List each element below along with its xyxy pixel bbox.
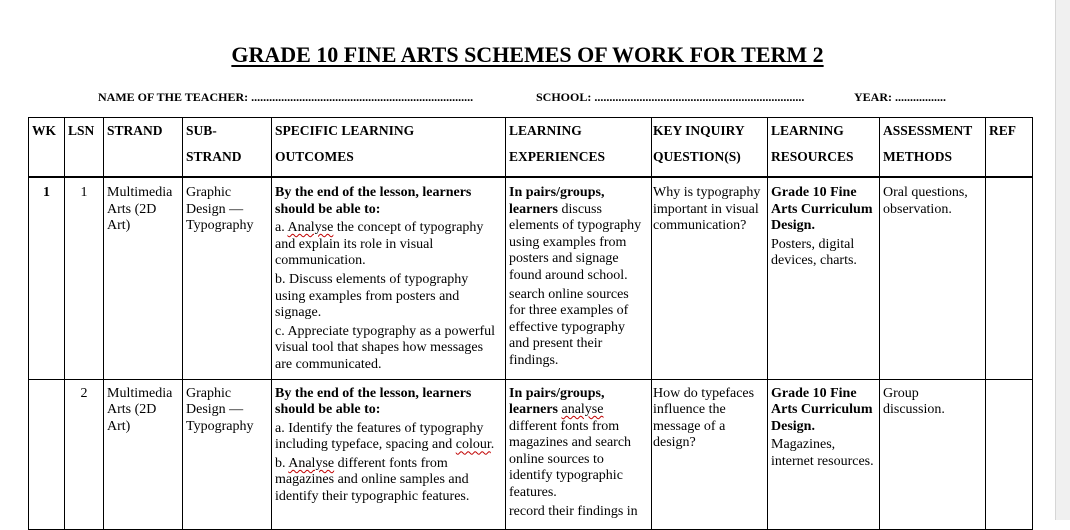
inquiry-cell: How do typefaces influence the message of a design? (652, 379, 768, 529)
ref-cell (986, 177, 1033, 379)
schemes-table (28, 117, 1033, 530)
wk-cell: 1 (29, 177, 65, 379)
outcome-b: b. Discuss elements of typography using examples from posters and signage. (275, 271, 469, 321)
strand-cell: Multimedia Arts (2D Art) (104, 177, 183, 379)
inquiry-cell: Why is typography important in visual communication? (652, 177, 768, 379)
wk-cell (29, 379, 65, 529)
assessment-cell: Group discussion. (880, 379, 986, 529)
teacher-name-field: NAME OF THE TEACHER: .......................................................................... (98, 90, 474, 104)
experiences-cell: In pairs/groups, learners analyse different fonts from magazines and search online sources to identify typographic features. record their findings in (506, 379, 652, 529)
outcome-b: b. Analyse different fonts from magazines and online samples and identify their typographic features. (275, 455, 470, 505)
outcomes-cell: By the end of the lesson, learners should be able to: a. Identify the features of typography including typeface, spacing and colour. b. Analyse different fonts from magazines and online samples and identify their typographic features. (272, 379, 506, 529)
table-row (29, 177, 1033, 379)
sub-strand-cell: Graphic Design — Typography (183, 177, 272, 379)
document-title: GRADE 10 FINE ARTS SCHEMES OF WORK FOR TERM 2 (231, 42, 824, 67)
resources-cell: Grade 10 Fine Arts Curriculum Design. Posters, digital devices, charts. (768, 177, 880, 379)
outcome-a: a. Analyse the concept of typography and explain its role in visual communication. (275, 220, 484, 269)
table-row (29, 379, 1033, 529)
outcome-a: a. Identify the features of typography including typeface, spacing and colour. (275, 420, 495, 453)
header-assessment: ASSESSMENT METHODS (880, 118, 986, 173)
lsn-cell: 1 (65, 177, 104, 379)
table-header-row (29, 118, 1033, 173)
header-experiences: LEARNING EXPERIENCES (506, 118, 652, 173)
header-sub-strand: SUB- STRAND (183, 118, 272, 173)
experiences-cell: In pairs/groups, learners discuss elements of typography using examples from posters and signage found around school. search online sources for three examples of effective typography and present their findings. (506, 177, 652, 379)
outcomes-cell: By the end of the lesson, learners should be able to: a. Analyse the concept of typography and explain its role in visual communication. b. Discuss elements of typography using examples from posters and signage. c. Appreciate typography as a powerful visual tool that shapes how messages are communicated. (272, 177, 506, 379)
header-resources: LEARNING RESOURCES (768, 118, 880, 173)
outcome-c: c. Appreciate typography as a powerful visual tool that shapes how messages are communicated. (275, 323, 496, 372)
header-ref: REF (986, 118, 1033, 173)
vertical-scrollbar[interactable] (1055, 0, 1070, 520)
sub-strand-cell: Graphic Design — Typography (183, 379, 272, 529)
school-field: SCHOOL: ...................................................................... (536, 90, 805, 104)
header-lsn: LSN (65, 118, 104, 173)
lsn-cell: 2 (65, 379, 104, 529)
assessment-cell: Oral questions, observation. (880, 177, 986, 379)
header-strand: STRAND (104, 118, 183, 173)
strand-cell: Multimedia Arts (2D Art) (104, 379, 183, 529)
header-inquiry: KEY INQUIRY QUESTION(S) (652, 118, 768, 173)
year-field: YEAR: ................. (854, 90, 946, 104)
header-outcomes: SPECIFIC LEARNING OUTCOMES (272, 118, 506, 173)
ref-cell (986, 379, 1033, 529)
resources-cell: Grade 10 Fine Arts Curriculum Design. Magazines, internet resources. (768, 379, 880, 529)
header-wk: WK (29, 118, 65, 173)
